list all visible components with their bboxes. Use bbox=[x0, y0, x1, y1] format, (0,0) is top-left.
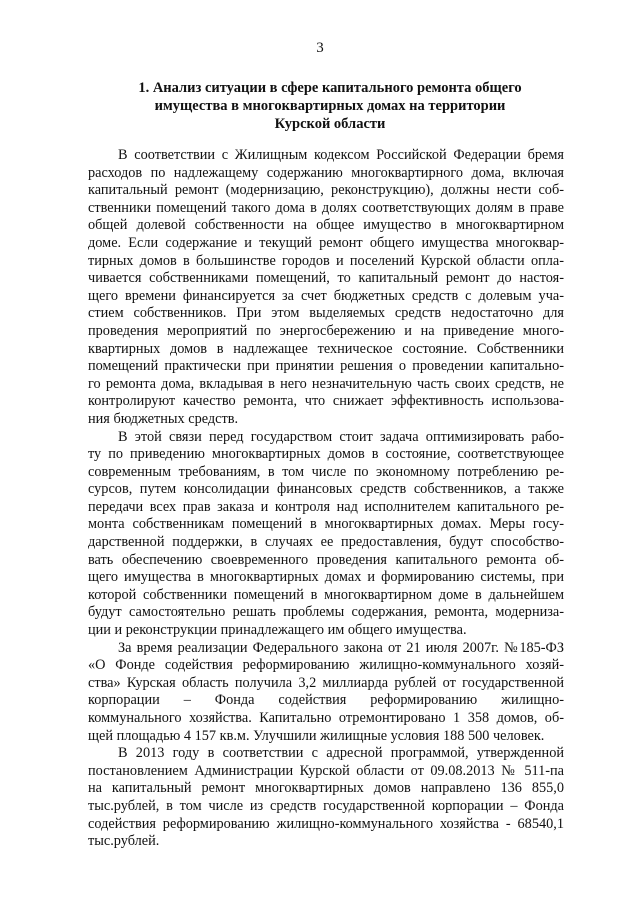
body-text bbox=[88, 147, 564, 851]
paragraph-line: ства» Курская область получила 3,2 миллиарда рублей от государственной bbox=[88, 674, 564, 691]
paragraph bbox=[88, 147, 564, 429]
paragraph-line: проведения мероприятий по энергосбережению и на приведение много- bbox=[88, 322, 564, 339]
paragraph-line: щей площадью 4 157 кв.м. Улучшили жилищные условия 188 500 человек. bbox=[88, 727, 545, 744]
paragraph-line: современным требованиям, в том числе по экономному потреблению ре- bbox=[88, 463, 564, 480]
paragraph-line: «О Фонде содействия реформированию жилищно-коммунального хозяй- bbox=[88, 657, 564, 674]
paragraph-line: содействия реформированию жилищно-коммунального хозяйства - 68540,1 bbox=[88, 815, 564, 832]
paragraph-line: За время реализации Федерального закона от 21 июля 2007г. №185-ФЗ bbox=[118, 639, 564, 656]
paragraph-line: ния бюджетных средств. bbox=[88, 410, 239, 427]
paragraph-line: постановлением Администрации Курской области от 09.08.2013 № 511-па bbox=[88, 762, 564, 779]
heading-line: 1. Анализ ситуации в сфере капитального ремонта общего bbox=[138, 80, 522, 96]
paragraph bbox=[88, 429, 564, 640]
paragraph-line: контролируют качество ремонта, что снижает эффективность использова- bbox=[88, 393, 564, 410]
paragraph-line: го ремонта дома, вкладывая в него незначительную часть своих средств, не bbox=[88, 375, 564, 392]
paragraph-line: В соответствии с Жилищным кодексом Российской Федерации бремя bbox=[118, 147, 564, 163]
paragraph bbox=[88, 640, 564, 746]
paragraph-line: тыс.рублей. bbox=[88, 833, 160, 850]
paragraph-line: ту по приведению многоквартирных домов в состояние, соответствующее bbox=[88, 446, 564, 463]
paragraph-line: помещений практически при принятии решения о проведении капитально- bbox=[88, 358, 564, 375]
paragraph-line: монта собственникам помещений в многоквартирных домах. Меры госу- bbox=[88, 516, 564, 533]
paragraph-line: тирных домов в большинстве городов и поселений Курской области опла- bbox=[88, 252, 564, 269]
paragraph-line: коммунального хозяйства. Капитально отремонтировано 1 358 домов, об- bbox=[88, 710, 564, 726]
heading-line: имущества в многоквартирных домах на территории bbox=[154, 98, 506, 114]
paragraph-line: В 2013 году в соответствии с адресной программой, утвержденной bbox=[118, 745, 564, 762]
paragraph-line: щего времени финансируется за счет бюджетных средств с долевым уча- bbox=[88, 287, 564, 304]
paragraph-line: сурсов, путем консолидации финансовых средств собственников, а также bbox=[88, 481, 564, 498]
section-heading bbox=[120, 79, 540, 133]
paragraph-line: вать обеспечению своевременного проведения капитального ремонта об- bbox=[88, 551, 564, 568]
paragraph-line: капитальный ремонт (модернизацию, реконструкцию), должны нести соб- bbox=[88, 182, 564, 199]
paragraph bbox=[88, 745, 564, 851]
paragraph-line: доме. Если содержание и текущий ремонт общего имущества многоквар- bbox=[88, 234, 564, 251]
paragraph-line: на капитальный ремонт многоквартирных домов направлено 136 855,0 bbox=[88, 780, 564, 797]
page-number: 3 bbox=[316, 40, 324, 56]
heading-line: Курской области bbox=[274, 116, 386, 132]
paragraph-line: которой собственники помещений в многоквартирном доме в дальнейшем bbox=[88, 586, 564, 603]
paragraph-line: ственники помещений такого дома в долях соответствующих долям в праве bbox=[88, 199, 564, 216]
paragraph-line: квартирных домов в надлежащее техническое состояние. Собственники bbox=[88, 340, 564, 357]
paragraph-line: общей долевой собственности на общее имущество в многоквартирном bbox=[88, 217, 564, 234]
paragraph-line: щего имущества в многоквартирных домах и формированию системы, при bbox=[88, 569, 564, 586]
paragraph-line: корпорации – Фонда содействия реформированию жилищно- bbox=[88, 692, 564, 709]
paragraph-line: передачи всех прав заказа и контроля над исполнителем капитального ре- bbox=[88, 498, 564, 515]
paragraph-line: чивается собственниками помещений, то капитальный ремонт до настоя- bbox=[88, 270, 564, 287]
paragraph-line: В этой связи перед государством стоит задача оптимизировать рабо- bbox=[118, 428, 564, 445]
paragraph-line: ции и реконструкции принадлежащего им общего имущества. bbox=[88, 622, 467, 639]
paragraph-line: дарственной поддержки, в случаях ее предоставления, будут способство- bbox=[88, 534, 564, 551]
paragraph-line: расходов по надлежащему содержанию многоквартирного дома, включая bbox=[88, 164, 564, 181]
paragraph-line: будут самостоятельно решать проблемы содержания, ремонта, модерниза- bbox=[88, 604, 564, 621]
paragraph-line: тыс.рублей, в том числе из средств государственной корпорации – Фонда bbox=[88, 797, 564, 814]
paragraph-line: стием собственников. При этом выделяемых средств недостаточно для bbox=[88, 305, 564, 322]
